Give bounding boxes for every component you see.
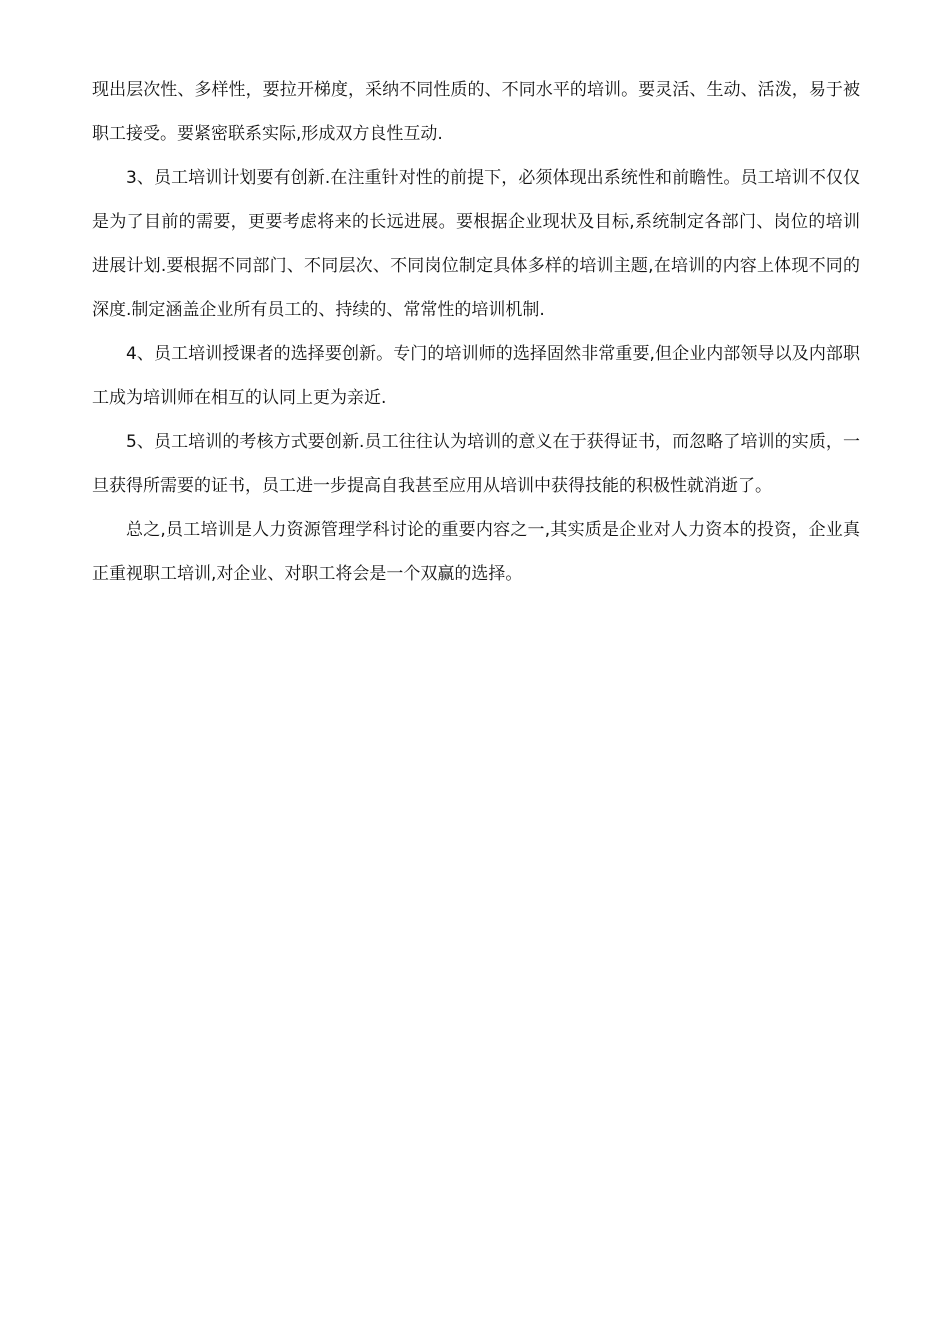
paragraph-conclusion: 总之,员工培训是人力资源管理学科讨论的重要内容之一,其实质是企业对人力资本的投资，企业真正重视职工培训,对企业、对职工将会是一个双赢的选择。 <box>92 520 860 584</box>
paragraph-training-plan-innovation: 3、员工培训计划要有创新.在注重针对性的前提下，必须体现出系统性和前瞻性。员工培训不仅仅是为了目前的需要，更要考虑将来的长远进展。要根据企业现状及目标,系统制定各部门、岗位的培训进展计划.要根据不同部门、不同层次、不同岗位制定具体多样的培训主题,在培训的内容上体现不同的深度.制定涵盖企业所有员工的、持续的、常常性的培训机制. <box>92 168 860 320</box>
paragraph-trainer-selection: 4、员工培训授课者的选择要创新。专门的培训师的选择固然非常重要,但企业内部领导以及内部职工成为培训师在相互的认同上更为亲近. <box>92 344 860 408</box>
document-body <box>92 68 860 596</box>
paragraph-assessment-method: 5、员工培训的考核方式要创新.员工往往认为培训的意义在于获得证书，而忽略了培训的实质，一旦获得所需要的证书，员工进一步提高自我甚至应用从培训中获得技能的积极性就消逝了。 <box>92 432 860 496</box>
paragraph-continued: 现出层次性、多样性，要拉开梯度，采纳不同性质的、不同水平的培训。要灵活、生动、活泼，易于被职工接受。要紧密联系实际,形成双方良性互动. <box>92 80 860 144</box>
